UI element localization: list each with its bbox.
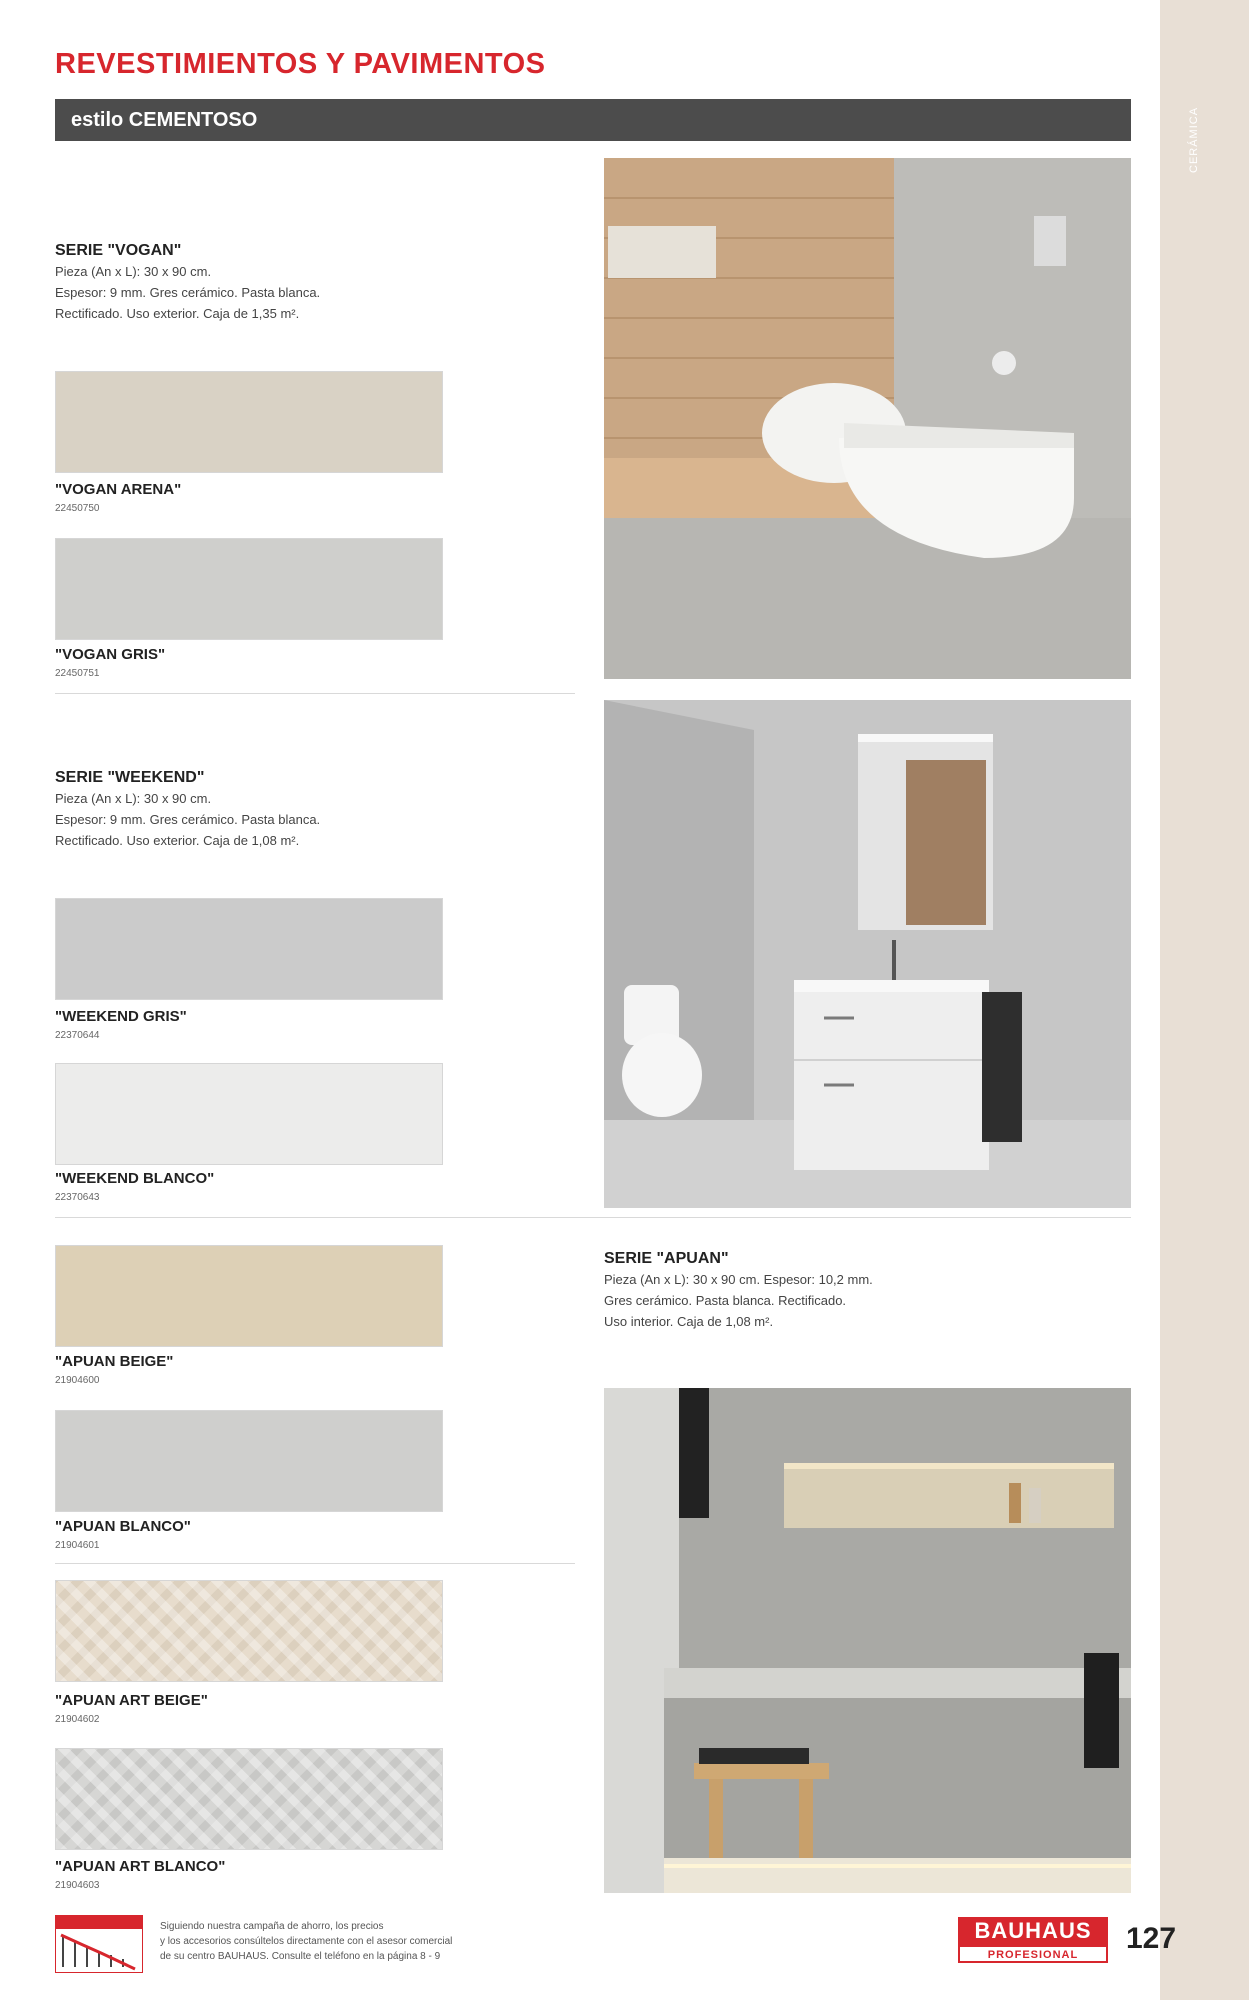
brand-name: BAUHAUS: [958, 1917, 1108, 1945]
swatch-apuan-beige: [55, 1245, 443, 1347]
series-title: SERIE "VOGAN": [55, 242, 182, 259]
swatch-code: 22370643: [55, 1192, 100, 1203]
swatch-vogan-arena: [55, 371, 443, 473]
energy-saving-logo: [55, 1915, 143, 1973]
footer-line: y los accesorios consúltelos directamente con el asesor comercial: [160, 1936, 453, 1947]
bathroom-photo-weekend: [604, 700, 1131, 1208]
page-title: REVESTIMIENTOS Y PAVIMENTOS: [55, 48, 546, 80]
series-spec: Pieza (An x L): 30 x 90 cm. Espesor: 10,2 mm.: [604, 1272, 873, 1287]
series-spec: Pieza (An x L): 30 x 90 cm.: [55, 791, 212, 806]
style-label: estilo CEMENTOSO: [71, 109, 258, 131]
series-weekend-info: [55, 767, 455, 851]
swatch-weekend-gris: [55, 898, 443, 1000]
side-section-label: CERÁMICA: [1188, 106, 1200, 174]
swatch-apuan-art-beige: [55, 1580, 443, 1682]
series-spec: Uso interior. Caja de 1,08 m².: [604, 1314, 774, 1329]
series-apuan-info: [604, 1248, 1104, 1332]
series-spec: Rectificado. Uso exterior. Caja de 1,35 m².: [55, 306, 300, 321]
bathroom-photo-apuan-image: [604, 1388, 1131, 1893]
bathroom-photo-vogan-image: [604, 158, 1131, 679]
bathroom-photo-apuan: [604, 1388, 1131, 1893]
footer-line: de su centro BAUHAUS. Consulte el teléfono en la página 8 - 9: [160, 1951, 441, 1962]
swatch-code: 21904603: [55, 1880, 100, 1891]
series-spec: Gres cerámico. Pasta blanca. Rectificado.: [604, 1293, 847, 1308]
swatch-code: 22450751: [55, 668, 100, 679]
series-title: SERIE "APUAN": [604, 1250, 729, 1267]
bathroom-photo-vogan: [604, 158, 1131, 679]
swatch-name: "WEEKEND GRIS": [55, 1008, 187, 1025]
side-color-strip: [1160, 0, 1249, 2000]
page-number: 127: [1126, 1922, 1177, 1955]
swatch-weekend-blanco: [55, 1063, 443, 1165]
swatch-name: "VOGAN GRIS": [55, 646, 166, 663]
series-spec: Rectificado. Uso exterior. Caja de 1,08 m².: [55, 833, 300, 848]
bauhaus-logo: [958, 1917, 1108, 1965]
section-divider: [55, 693, 575, 694]
series-spec: Pieza (An x L): 30 x 90 cm.: [55, 264, 212, 279]
swatch-code: 22370644: [55, 1030, 100, 1041]
swatch-name: "APUAN BLANCO": [55, 1518, 191, 1535]
style-bar: [55, 99, 1131, 141]
section-divider: [55, 1217, 1131, 1218]
swatch-code: 21904600: [55, 1375, 100, 1386]
series-vogan-info: [55, 240, 455, 324]
series-spec: Espesor: 9 mm. Gres cerámico. Pasta blanca.: [55, 812, 321, 827]
swatch-code: 22450750: [55, 503, 100, 514]
section-divider: [55, 1563, 575, 1564]
bathroom-photo-weekend-image: [604, 700, 1131, 1208]
swatch-name: "WEEKEND BLANCO": [55, 1170, 215, 1187]
swatch-vogan-gris: [55, 538, 443, 640]
swatch-code: 21904601: [55, 1540, 100, 1551]
swatch-apuan-blanco: [55, 1410, 443, 1512]
brand-subline: PROFESIONAL: [958, 1945, 1108, 1963]
footer-line: Siguiendo nuestra campaña de ahorro, los precios: [160, 1921, 384, 1932]
series-spec: Espesor: 9 mm. Gres cerámico. Pasta blanca.: [55, 285, 321, 300]
footer-disclaimer: [160, 1919, 620, 1964]
series-title: SERIE "WEEKEND": [55, 769, 205, 786]
swatch-code: 21904602: [55, 1714, 100, 1725]
swatch-name: "APUAN ART BEIGE": [55, 1692, 208, 1709]
swatch-name: "VOGAN ARENA": [55, 481, 182, 498]
energy-saving-logo-image: [55, 1915, 143, 1973]
swatch-name: "APUAN BEIGE": [55, 1353, 174, 1370]
swatch-apuan-art-blanco: [55, 1748, 443, 1850]
swatch-name: "APUAN ART BLANCO": [55, 1858, 226, 1875]
